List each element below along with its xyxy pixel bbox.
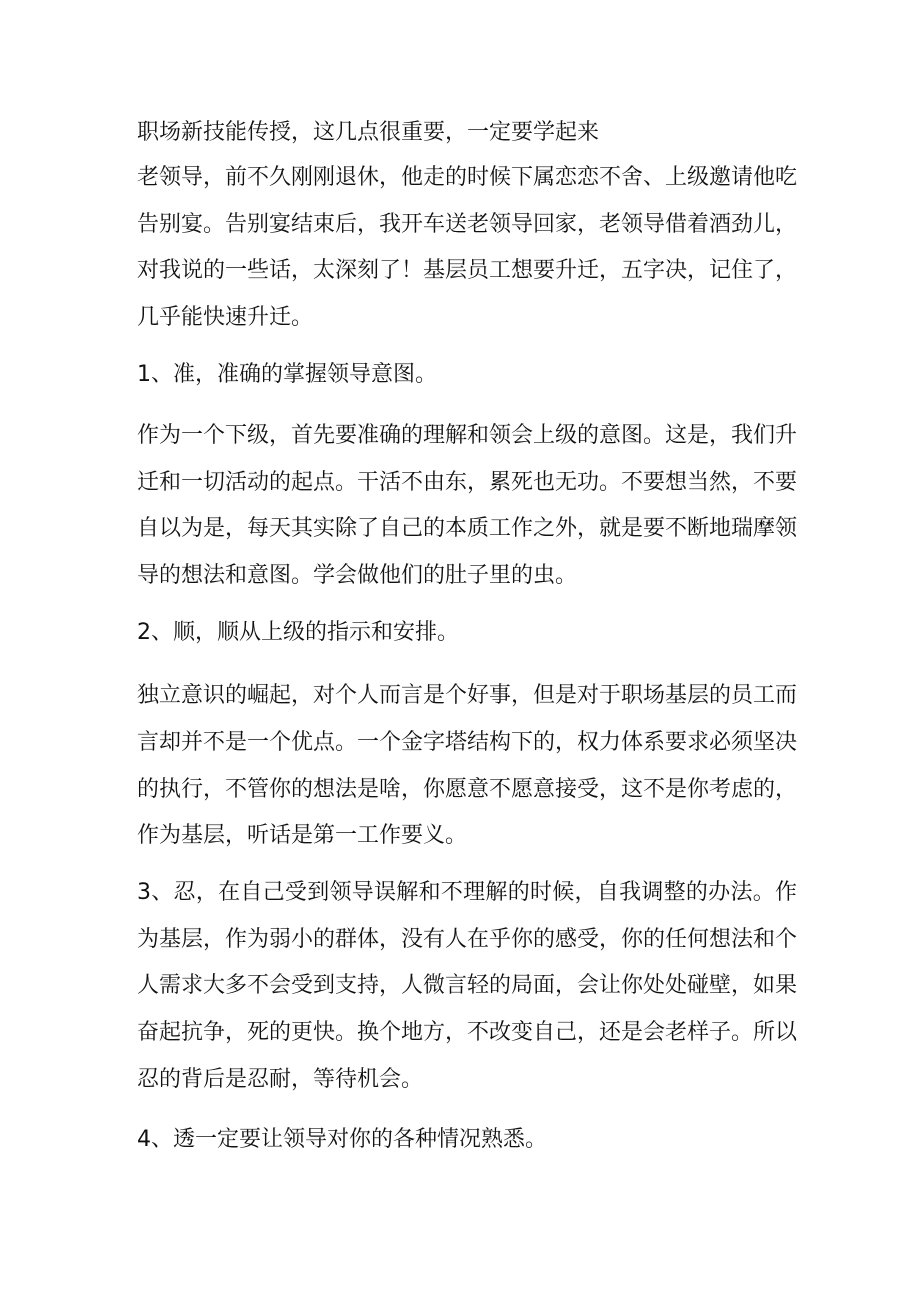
intro-line: 对我说的一些话，太深刻了！基层员工想要升迁，五字决，记住了， bbox=[137, 258, 798, 283]
section-3-line: 奋起抗争，死的更快。换个地方，不改变自己，还是会老样子。所以 bbox=[137, 1020, 798, 1045]
section-3-line: 3、忍，在自己受到领导误解和不理解的时候，自我调整的办法。作 bbox=[137, 880, 797, 905]
section-heading-2: 2、顺，顺从上级的指示和安排。 bbox=[137, 620, 459, 645]
section-3-line: 人需求大多不会受到支持，人微言轻的局面，会让你处处碰壁，如果 bbox=[137, 973, 798, 998]
section-3-line: 忍的背后是忍耐，等待机会。 bbox=[137, 1067, 424, 1092]
section-heading-4: 4、透一定要让领导对你的各种情况熟悉。 bbox=[137, 1127, 547, 1152]
intro-line: 几乎能快速升迁。 bbox=[137, 305, 314, 330]
intro-line: 告别宴。告别宴结束后，我开车送老领导回家，老领导借着酒劲儿， bbox=[137, 212, 798, 237]
paragraph-line: 独立意识的崛起，对个人而言是个好事，但是对于职场基层的员工而 bbox=[137, 683, 798, 708]
paragraph-line: 自以为是，每天其实除了自己的本质工作之外，就是要不断地瑞摩领 bbox=[137, 516, 798, 541]
paragraph-line: 导的想法和意图。学会做他们的肚子里的虫。 bbox=[137, 563, 578, 588]
paragraph-line: 迁和一切活动的起点。干活不由东，累死也无功。不要想当然，不要 bbox=[137, 470, 798, 495]
intro-line: 老领导，前不久刚刚退休，他走的时候下属恋恋不舍、上级邀请他吃 bbox=[137, 165, 798, 190]
paragraph-line: 言却并不是一个优点。一个金字塔结构下的，权力体系要求必须坚决 bbox=[137, 730, 798, 755]
section-heading-1: 1、准，准确的掌握领导意图。 bbox=[137, 362, 437, 387]
document-title: 职场新技能传授，这几点很重要，一定要学起来 bbox=[137, 120, 600, 145]
paragraph-line: 的执行，不管你的想法是啥，你愿意不愿意接受，这不是你考虑的， bbox=[137, 777, 798, 802]
paragraph-line: 作为基层，听话是第一工作要义。 bbox=[137, 823, 468, 848]
section-3-line: 为基层，作为弱小的群体，没有人在乎你的感受，你的任何想法和个 bbox=[137, 927, 798, 952]
paragraph-line: 作为一个下级，首先要准确的理解和领会上级的意图。这是，我们升 bbox=[137, 423, 798, 448]
